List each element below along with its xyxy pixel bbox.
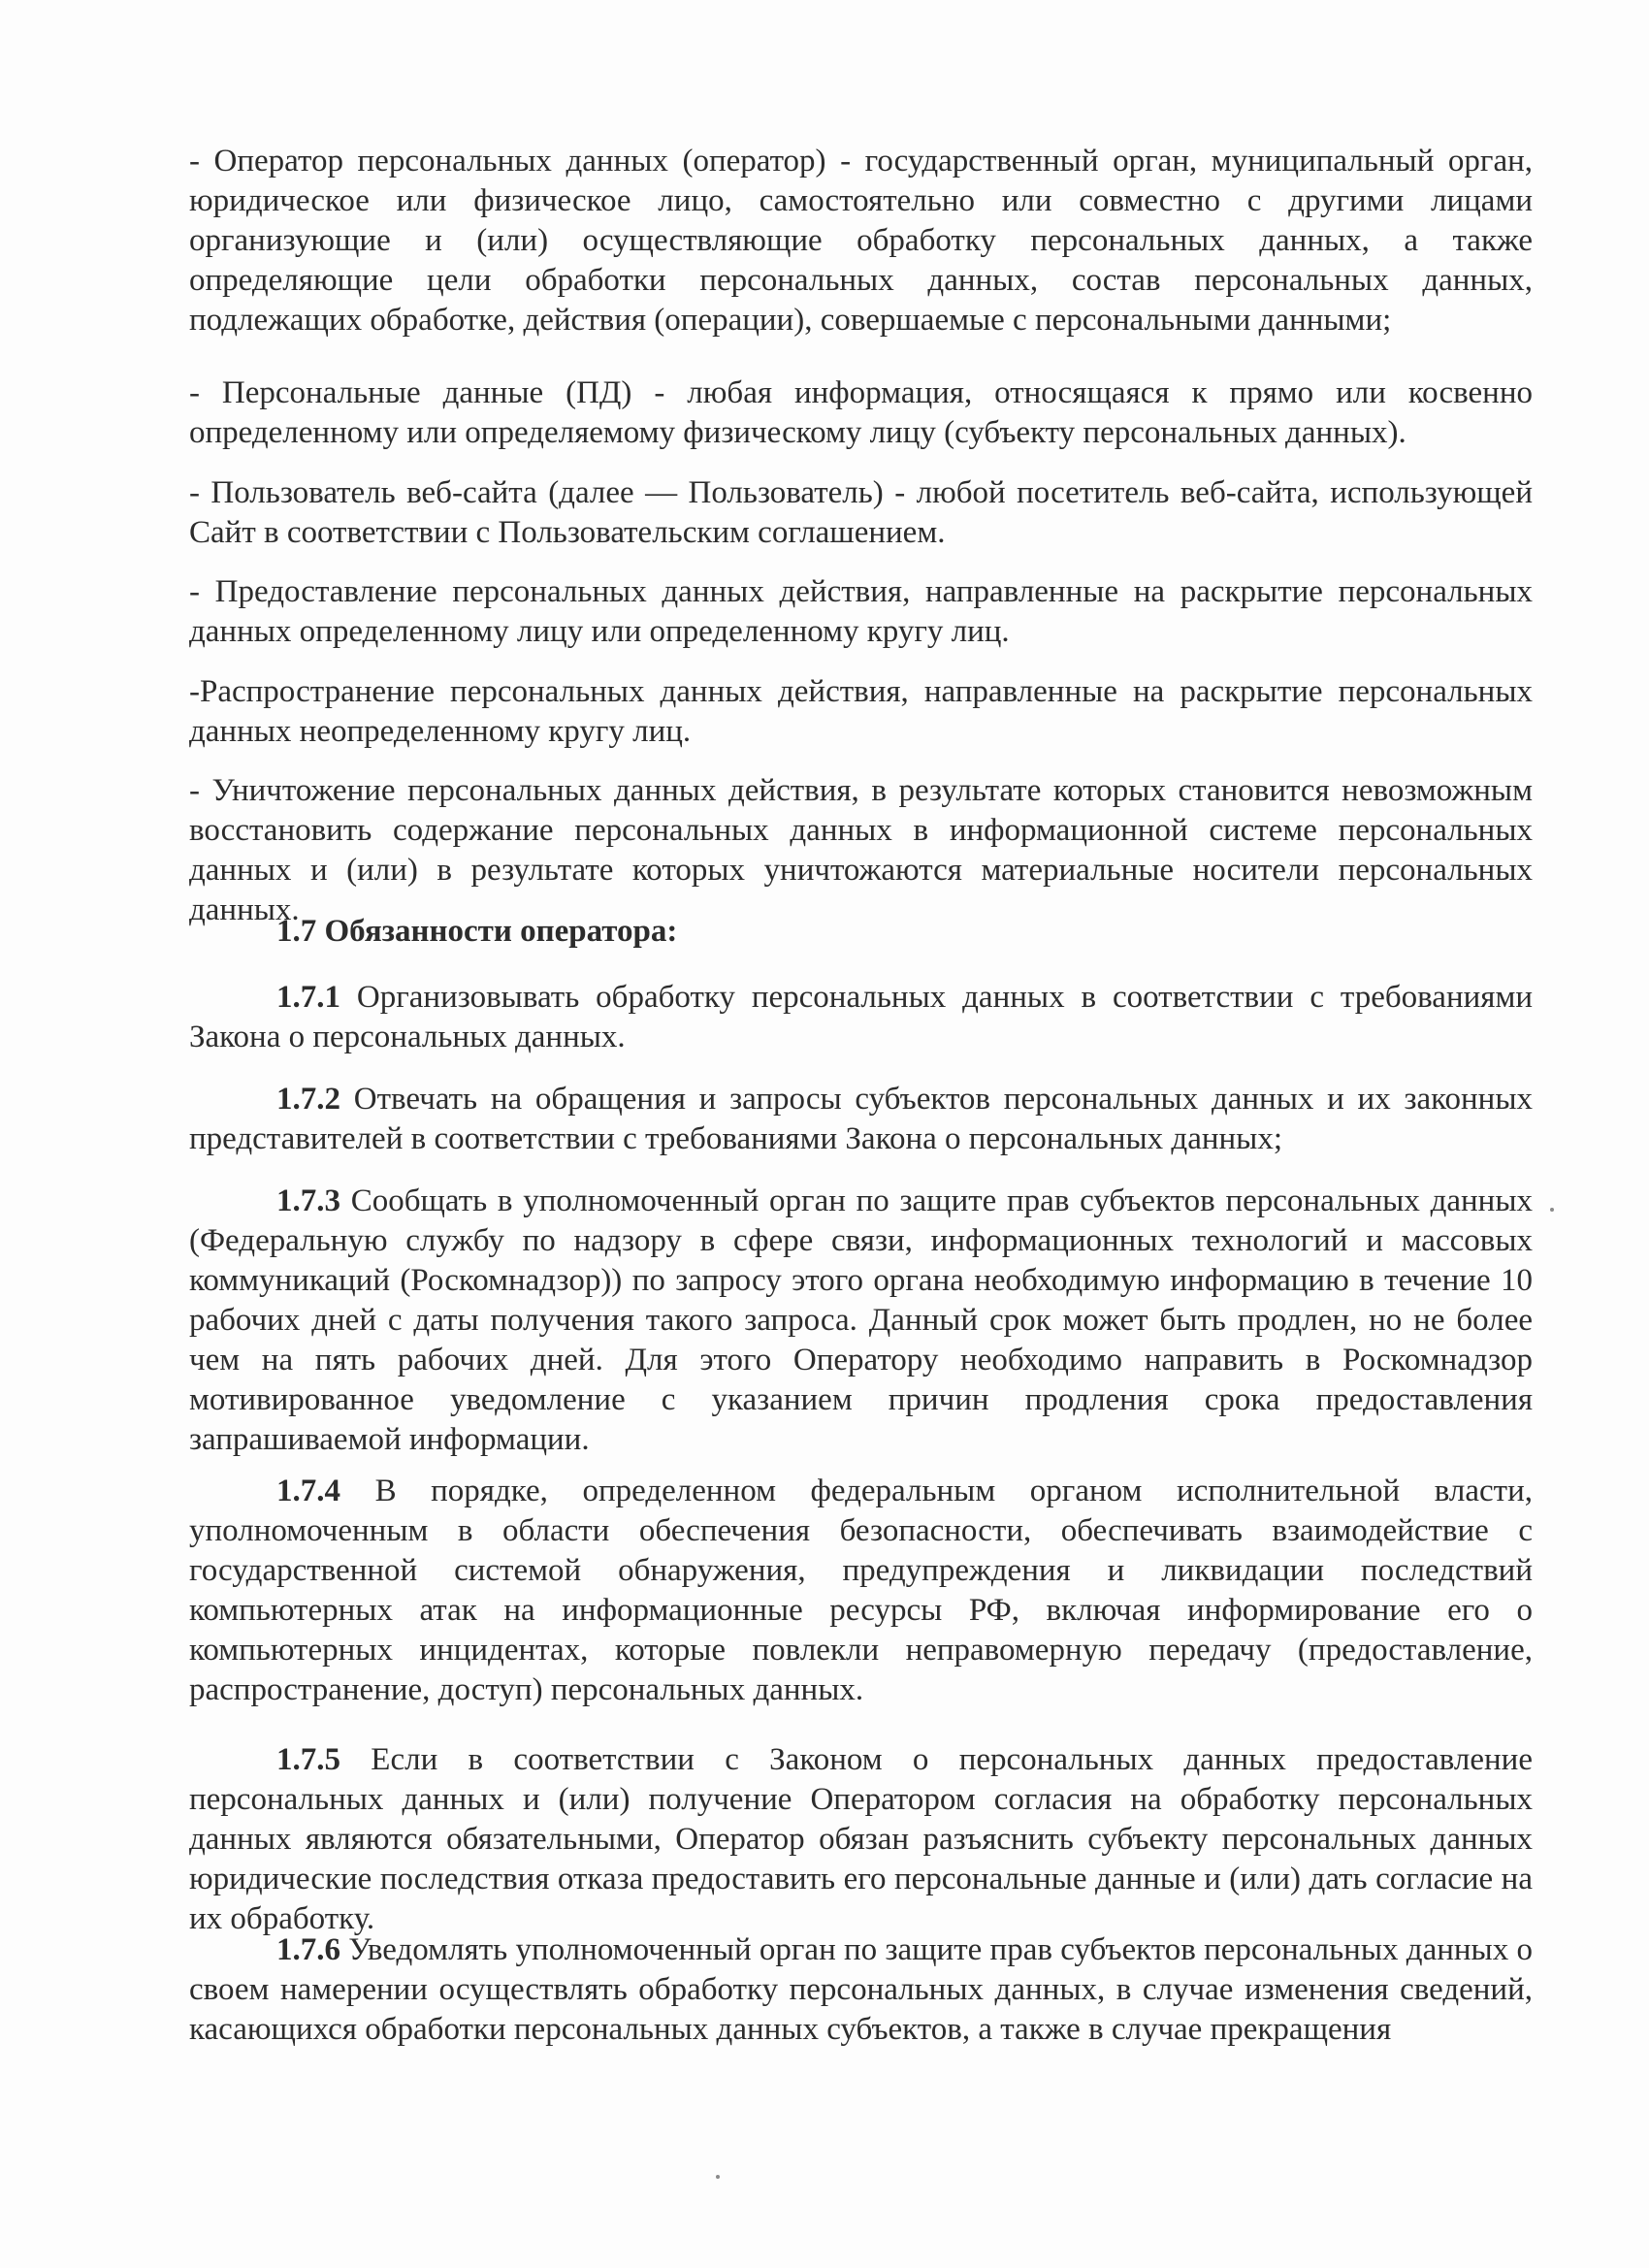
section-item bbox=[189, 1080, 1533, 1159]
item-number: 1.7.3 bbox=[276, 1183, 340, 1218]
section-item bbox=[189, 978, 1533, 1057]
definition-personal-data bbox=[189, 373, 1533, 453]
item-text: Организовывать обработку персональных данных в соответствии с требованиями Закона о персональных данных. bbox=[189, 980, 1533, 1054]
item-paragraph bbox=[189, 978, 1533, 1057]
paragraph-text: - Уничтожение персональных данных действия, в результате которых становится невозможным восстановить содержание персональных данных в информационной системе персональных данных и (или) в результате которых уничтожаются материальные носители персональных данных. bbox=[189, 773, 1533, 927]
scan-speck bbox=[716, 2175, 720, 2179]
definition-website-user bbox=[189, 473, 1533, 553]
item-paragraph bbox=[189, 1472, 1533, 1710]
item-paragraph bbox=[189, 1740, 1533, 1939]
item-text: Если в соответствии с Законом о персональных данных предоставление персональных данных и (или) получение Оператором согласия на обработку персональных данных являются обязательными, Оператор обязан разъяснить субъекту персональных данных юридические последствия отказа предоставить его персональные данные и (или) дать согласие на их обработку. bbox=[189, 1742, 1533, 1936]
item-number: 1.7.5 bbox=[276, 1742, 340, 1777]
paragraph-text: - Оператор персональных данных (оператор) - государственный орган, муниципальный орган, юридическое или физическое лицо, самостоятельно или совместно с другими лицами организующие и (или) осуществляющие обработку персональных данных, а также определяющие цели обработки персональных данных, состав персональных данных, подлежащих обработке, действия (операции), совершаемые с персональными данными; bbox=[189, 144, 1533, 338]
item-text: В порядке, определенном федеральным органом исполнительной власти, уполномоченным в области обеспечения безопасности, обеспечивать взаимодействие с государственной системой обнаружения, предупреждения и ликвидации последствий компьютерных атак на информационные ресурсы РФ, включая информирование его о компьютерных инцидентах, которые повлекли неправомерную передачу (предоставление, распространение, доступ) персональных данных. bbox=[189, 1474, 1533, 1707]
paragraph-text: - Персональные данные (ПД) - любая информация, относящаяся к прямо или косвенно определенному или определяемому физическому лицу (субъекту персональных данных). bbox=[189, 375, 1533, 450]
item-paragraph bbox=[189, 1080, 1533, 1159]
paragraph-text: - Предоставление персональных данных действия, направленные на раскрытие персональных данных определенному лицу или определенному кругу лиц. bbox=[189, 574, 1533, 649]
item-number: 1.7.6 bbox=[276, 1932, 340, 1967]
item-text: Сообщать в уполномоченный орган по защите прав субъектов персональных данных (Федеральную службу по надзору в сфере связи, информационных технологий и массовых коммуникаций (Роскомнадзор)) по запросу этого органа необходимую информацию в течение 10 рабочих дней с даты получения такого запроса. Данный срок может быть продлен, но не более чем на пять рабочих дней. Для этого Оператору необходимо направить в Роскомнадзор мотивированное уведомление с указанием причин продления срока предоставления запрашиваемой информации. bbox=[189, 1183, 1533, 1457]
scan-speck bbox=[1550, 1208, 1554, 1212]
item-text: Отвечать на обращения и запросы субъектов персональных данных и их законных представителей в соответствии с требованиями Закона о персональных данных; bbox=[189, 1082, 1533, 1156]
item-text: Уведомлять уполномоченный орган по защите прав субъектов персональных данных о своем намерении осуществлять обработку персональных данных, в случае изменения сведений, касающихся обработки персональных данных субъектов, а также в случае прекращения bbox=[189, 1932, 1533, 2047]
item-number: 1.7.1 bbox=[276, 980, 340, 1015]
item-number: 1.7.2 bbox=[276, 1082, 340, 1117]
section-heading bbox=[189, 912, 1533, 952]
item-number: 1.7.4 bbox=[276, 1474, 340, 1508]
definition-provision bbox=[189, 572, 1533, 652]
definition-destruction bbox=[189, 771, 1533, 930]
section-item bbox=[189, 1740, 1533, 1939]
section-heading-text: 1.7 Обязанности оператора: bbox=[276, 914, 678, 949]
section-item bbox=[189, 1182, 1533, 1460]
item-paragraph bbox=[189, 1182, 1533, 1460]
section-item bbox=[189, 1930, 1533, 2050]
section-item bbox=[189, 1472, 1533, 1710]
paragraph-text: -Распространение персональных данных действия, направленные на раскрытие персональных данных неопределенному кругу лиц. bbox=[189, 674, 1533, 749]
paragraph-text: - Пользователь веб-сайта (далее — Пользователь) - любой посетитель веб-сайта, использующей Сайт в соответствии с Пользовательским соглашением. bbox=[189, 475, 1533, 550]
definition-distribution bbox=[189, 672, 1533, 752]
item-paragraph bbox=[189, 1930, 1533, 2050]
definition-operator bbox=[189, 142, 1533, 340]
